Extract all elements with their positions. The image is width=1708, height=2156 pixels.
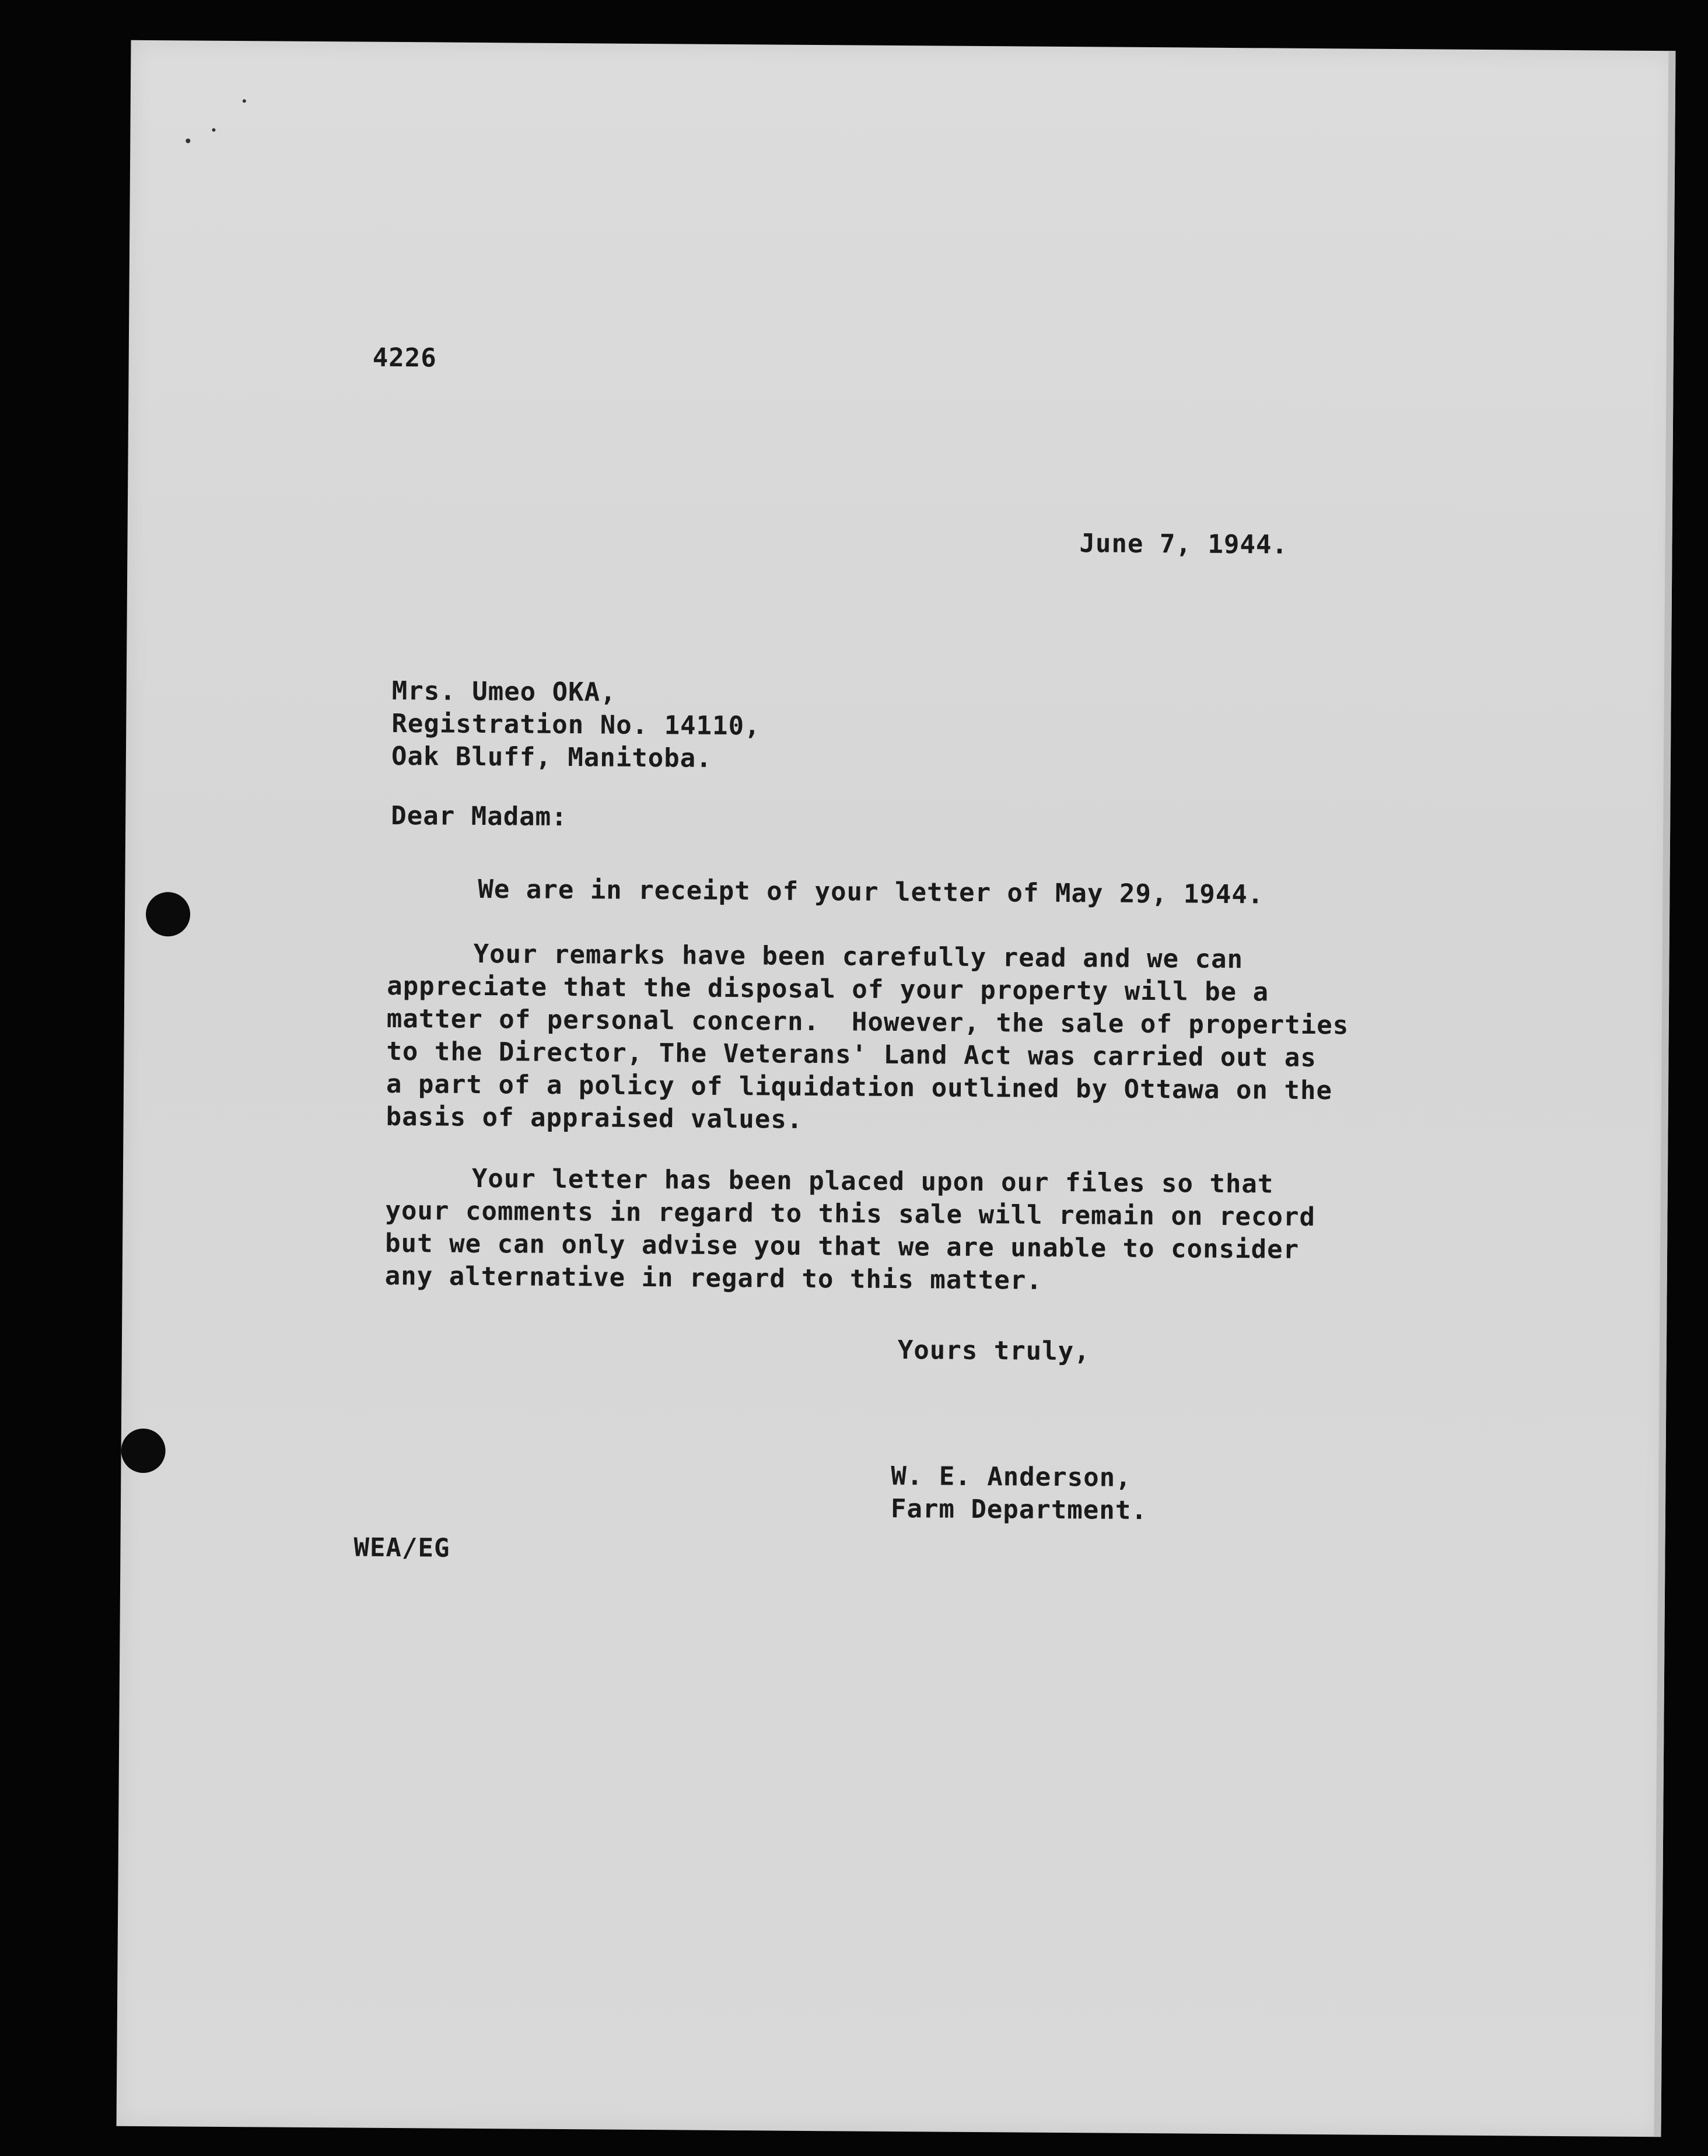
paragraph-line: Your remarks have been carefully read and we can (473, 939, 1244, 975)
paragraph-line: basis of appraised values. (386, 1101, 803, 1135)
signature-block (891, 1460, 1148, 1527)
punch-hole-bottom (121, 1429, 166, 1474)
paragraph-line: any alternative in regard to this matter. (384, 1261, 1042, 1296)
paragraph-line: matter of personal concern. However, the sale of properties (386, 1003, 1349, 1041)
punch-hole-top (146, 892, 191, 937)
recipient-name: Mrs. Umeo OKA, (391, 676, 617, 708)
letter-sheet (117, 40, 1676, 2137)
letter-date: June 7, 1944. (1079, 528, 1289, 560)
paragraph-line: but we can only advise you that we are unable to consider (384, 1228, 1300, 1265)
paragraph-line: a part of a policy of liquidation outlined by Ottawa on the (386, 1069, 1333, 1106)
recipient-registration: Registration No. 14110, (391, 708, 761, 741)
signature-name: W. E. Anderson, (891, 1461, 1132, 1493)
typist-initials: WEA/EG (354, 1532, 450, 1563)
paragraph-line: to the Director, The Veterans' Land Act was carried out as (386, 1036, 1317, 1073)
ink-speck (243, 99, 246, 103)
salutation: Dear Madam: (391, 800, 568, 832)
paragraph-receipt: We are in receipt of your letter of May 29, 1944. (478, 874, 1264, 910)
paragraph-line: appreciate that the disposal of your property will be a (387, 971, 1269, 1007)
paragraph-remarks (386, 937, 1349, 1140)
paragraph-line: your comments in regard to this sale will remain on record (385, 1195, 1316, 1233)
paragraph-files (385, 1162, 1316, 1299)
closing: Yours truly, (897, 1335, 1090, 1367)
sheet-edge (1654, 51, 1675, 2137)
paragraph-line: Your letter has been placed upon our files so that (471, 1163, 1274, 1199)
recipient-address (391, 675, 761, 775)
file-number: 4226 (372, 342, 437, 373)
ink-speck (212, 128, 215, 132)
signature-department: Farm Department. (890, 1493, 1147, 1526)
recipient-location: Oak Bluff, Manitoba. (391, 741, 712, 774)
ink-speck (186, 138, 190, 143)
